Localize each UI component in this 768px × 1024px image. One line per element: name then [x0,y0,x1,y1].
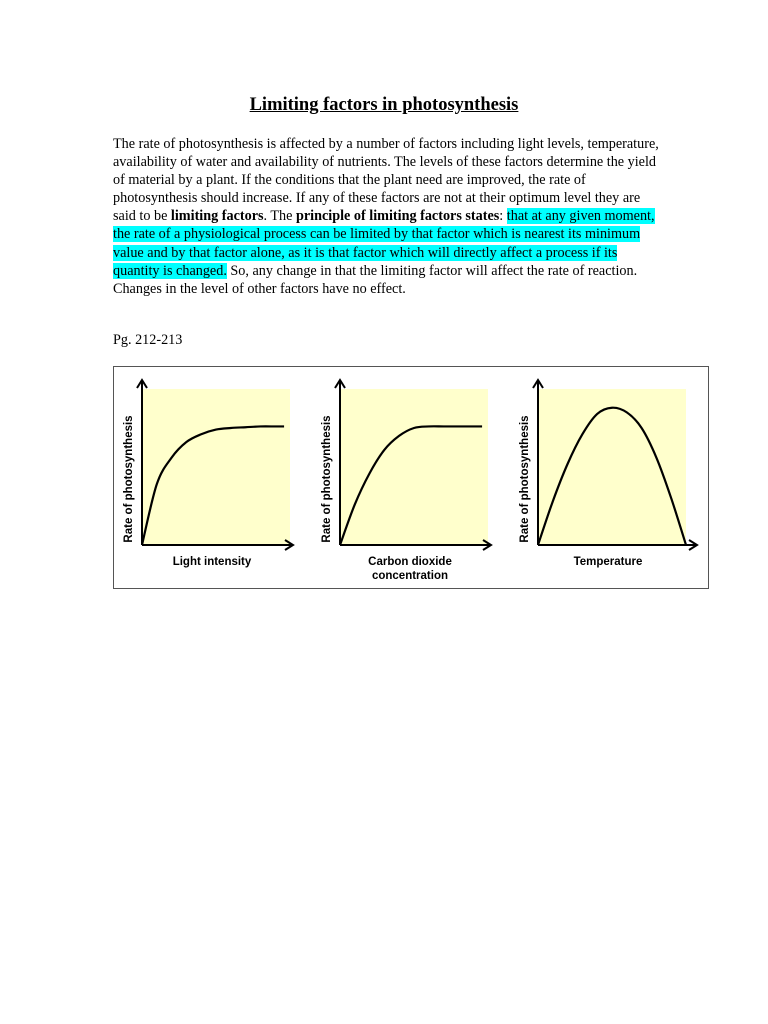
x-axis-label: Carbon dioxide [368,556,452,568]
x-axis-label: concentration [371,570,449,582]
plot-background [538,389,686,545]
page-title: Limiting factors in photosynthesis [249,95,519,115]
charts-figure [114,367,708,588]
intro-paragraph [113,135,661,298]
figure-frame [113,366,709,589]
highlighted-definition: that at any given moment, the rate of a physiological process can be limited by that factor which is nearest its minimum value and by that factor alone, as it is that factor which will directly affect a process if its quantity is changed. [113,208,655,279]
x-axis-label: Light intensity [172,556,252,568]
term-limiting-factors: limiting factors [170,208,264,225]
plot-background [340,389,488,545]
y-axis-label: Rate of photosynthesis [321,415,333,543]
term-principle: principle of limiting factors states [295,208,500,225]
y-axis-label: Rate of photosynthesis [519,415,531,543]
page-reference: Pg. 212-213 [113,332,183,348]
paragraph-text: : [499,208,507,225]
y-axis-label: Rate of photosynthesis [123,415,135,543]
paragraph-text: The rate of photosynthesis is affected by a number of factors including light levels, temperature, availability of water and availability of nutrients. The levels of these factors determine the yield of material by a plant. If the conditions that the plant need are improved, the rate of photosynthesis should increase. If any of these factors are not at their optimum level they are said to be [113,136,659,225]
paragraph-text: So, any change in that the limiting factor will affect the rate of reaction. Changes in the level of other factors have no effect. [113,262,638,297]
paragraph-text: . The [263,208,296,225]
x-axis-label: Temperature [573,556,643,568]
